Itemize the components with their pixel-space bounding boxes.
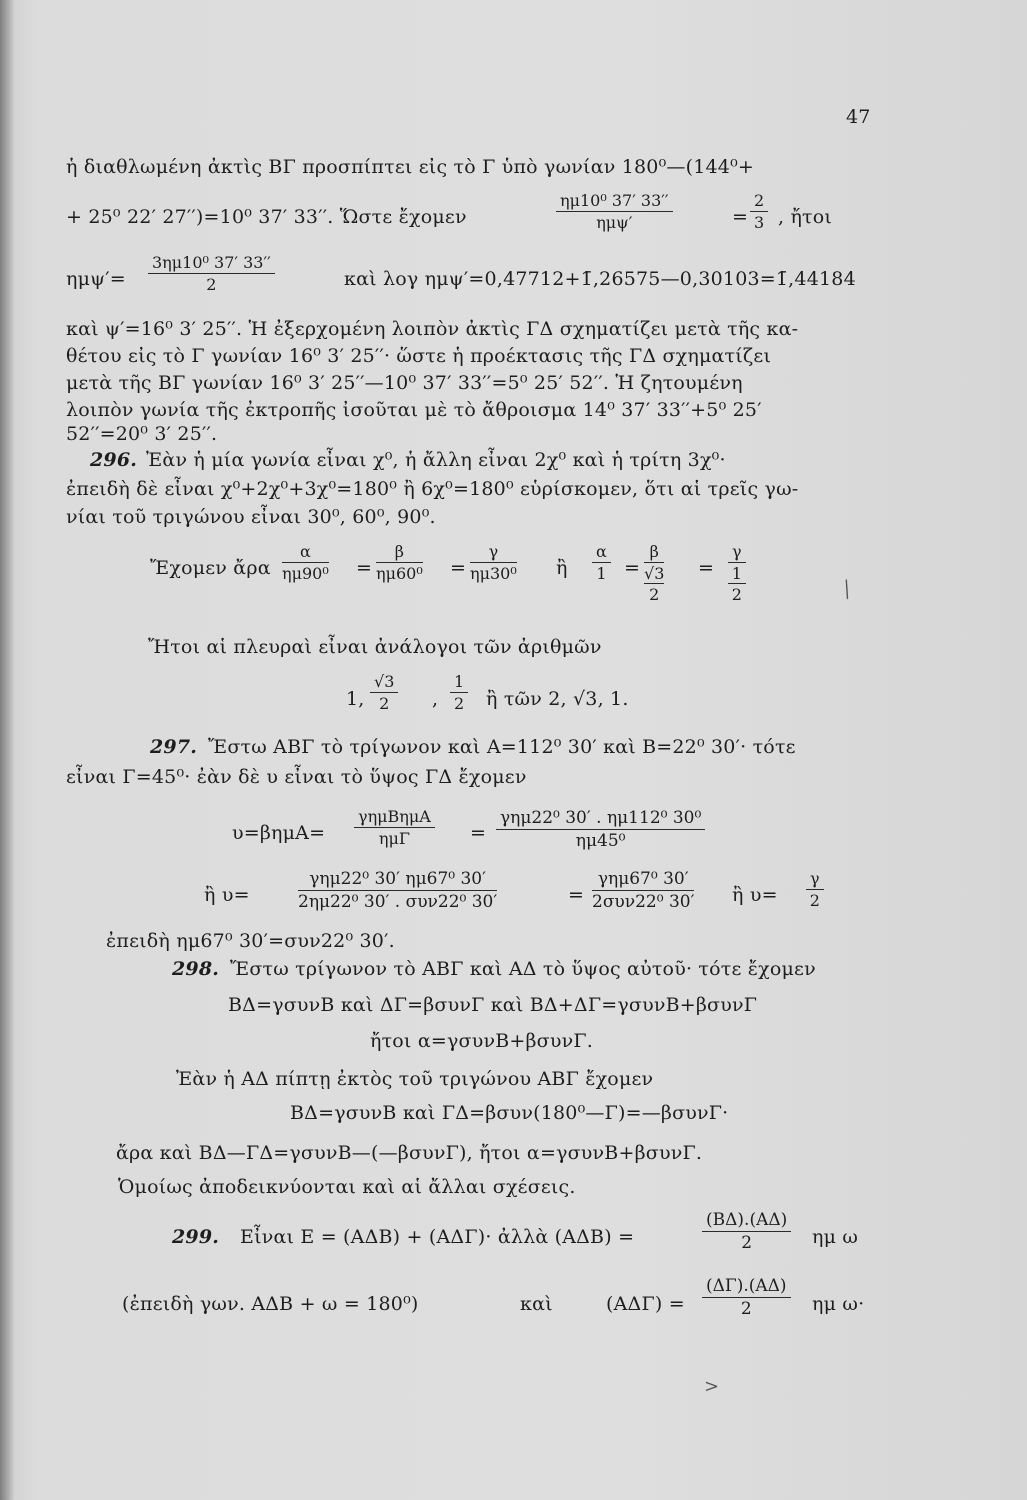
numerator: ημ10⁰ 37′ 33′′ bbox=[556, 191, 673, 212]
numerator: γημΒημΑ bbox=[354, 807, 435, 828]
text-line: 52′′=20⁰ 3′ 25′′. bbox=[66, 423, 218, 445]
equals-sign: = bbox=[698, 557, 715, 579]
fraction bbox=[702, 1210, 791, 1253]
problem-number: 299. bbox=[172, 1226, 220, 1248]
denominator-lower: 2 bbox=[731, 585, 742, 604]
numerator: γ bbox=[470, 542, 517, 563]
text-line: ἐπειδὴ ημ67⁰ 30′=συν22⁰ 30′. bbox=[106, 930, 395, 952]
denominator: 2 bbox=[740, 1299, 752, 1319]
or-word: ἢ bbox=[556, 557, 568, 579]
text-line: ΒΔ=γσυνΒ καὶ ΓΔ=βσυν(180⁰—Γ)=—βσυνΓ· bbox=[290, 1102, 729, 1124]
equals-sign: = bbox=[732, 206, 749, 228]
page-number: 47 bbox=[846, 106, 871, 128]
denominator: ημ30⁰ bbox=[470, 564, 517, 583]
text-line: θέτου εἰς τὸ Γ γωνίαν 16⁰ 3′ 25′′· ὥστε ἡ προέκτασις τῆς ΓΔ σχηματίζει bbox=[66, 345, 772, 367]
text-line: ΒΔ=γσυνΒ καὶ ΔΓ=βσυνΓ καὶ ΒΔ+ΔΓ=γσυνΒ+βσυνΓ bbox=[228, 994, 758, 1016]
fraction bbox=[806, 869, 824, 910]
text-line: Ἔστω ΑΒΓ τὸ τρίγωνον καὶ Α=112⁰ 30′ καὶ Β=22⁰ 30′· τότε bbox=[208, 736, 796, 758]
text-line: (ΑΔΓ) = bbox=[606, 1293, 685, 1315]
text-line: (ἐπειδὴ γων. ΑΔΒ + ω = 180⁰) bbox=[122, 1293, 419, 1315]
text-line: Ἐὰν ἡ ΑΔ πίπτῃ ἐκτὸς τοῦ τριγώνου ΑΒΓ ἔχομεν bbox=[176, 1068, 654, 1090]
equals-sign: = bbox=[470, 822, 487, 844]
numerator: β bbox=[644, 542, 664, 563]
numerator: 3ημ10⁰ 37′ 33′′ bbox=[148, 253, 275, 274]
denominator: 2ημ22⁰ 30′ . συν22⁰ 30′ bbox=[298, 892, 498, 912]
text-line: νίαι τοῦ τριγώνου εἶναι 30⁰, 60⁰, 90⁰. bbox=[66, 506, 436, 528]
fraction bbox=[354, 807, 435, 848]
text-line: ημ ω bbox=[812, 1226, 859, 1248]
text-line: Ἐὰν ἡ μία γωνία εἶναι χ⁰, ἡ ἄλλη εἶναι 2χ⁰ καὶ ἡ τρίτη 3χ⁰· bbox=[146, 449, 726, 471]
denominator: ημΓ bbox=[378, 829, 410, 848]
denominator: √3 bbox=[644, 564, 665, 583]
denominator: 1 bbox=[596, 564, 607, 583]
fraction bbox=[376, 542, 423, 583]
text-line: ημψ′= bbox=[66, 268, 126, 290]
denominator-lower: 2 bbox=[649, 585, 660, 604]
denominator: ημ45⁰ bbox=[575, 831, 626, 851]
numerator: 2 bbox=[750, 191, 768, 212]
numerator: 1 bbox=[450, 672, 468, 693]
denominator: 2 bbox=[206, 275, 217, 294]
fraction bbox=[298, 869, 497, 912]
text-line: ἢ τῶν 2, √3, 1. bbox=[486, 688, 629, 710]
problem-number: 297. bbox=[150, 736, 198, 758]
fraction bbox=[702, 1276, 791, 1319]
equals-sign: = bbox=[356, 557, 373, 579]
equation-lhs: ἢ υ= bbox=[204, 884, 250, 906]
denominator: 2 bbox=[741, 1233, 753, 1253]
fraction bbox=[148, 253, 275, 294]
numerator: (ΔΓ).(ΑΔ) bbox=[702, 1276, 791, 1298]
fraction bbox=[496, 808, 705, 851]
text-line: λοιπὸν γωνία τῆς ἐκτροπῆς ἰσοῦται μὲ τὸ ἄθροισμα 14⁰ 37′ 33′′+5⁰ 25′ bbox=[66, 399, 762, 421]
denominator: ημ60⁰ bbox=[376, 564, 423, 583]
text-line: ἡ διαθλωμένη ἀκτὶς ΒΓ προσπίπτει εἰς τὸ Γ ὑπὸ γωνίαν 180⁰—(144⁰+ bbox=[66, 156, 755, 178]
denominator: ημ90⁰ bbox=[282, 564, 329, 583]
text-line: Ἔστω τρίγωνον τὸ ΑΒΓ καὶ ΑΔ τὸ ὕψος αὐτοῦ· τότε ἔχομεν bbox=[230, 958, 816, 980]
denominator: ημψ′ bbox=[596, 213, 633, 232]
text-line: , ἤτοι bbox=[778, 206, 833, 228]
text-line: Ἔχομεν ἄρα bbox=[150, 557, 271, 579]
text-line: ἄρα καὶ ΒΔ—ΓΔ=γσυνΒ—(—βσυνΓ), ἤτοι α=γσυνΒ+βσυνΓ. bbox=[116, 1142, 703, 1164]
pencil-mark: ⁄ bbox=[839, 579, 857, 602]
text-line: εἶναι Γ=45⁰· ἐὰν δὲ υ εἶναι τὸ ὕψος ΓΔ ἔχομεν bbox=[66, 766, 527, 788]
text-line: Ἤτοι αἱ πλευραὶ εἶναι ἀνάλογοι τῶν ἀριθμῶν bbox=[148, 636, 602, 658]
pencil-mark: > bbox=[704, 1376, 720, 1397]
fraction bbox=[556, 191, 673, 232]
fraction bbox=[592, 542, 611, 583]
fraction bbox=[450, 672, 468, 713]
numerator: γημ22⁰ 30′ . ημ112⁰ 30⁰ bbox=[496, 808, 705, 830]
text-line: μετὰ τῆς ΒΓ γωνίαν 16⁰ 3′ 25′′—10⁰ 37′ 33′′=5⁰ 25′ 52′′. Ἡ ζητουμένη bbox=[66, 372, 743, 394]
numerator: α bbox=[592, 542, 611, 563]
text-line: Ὁμοίως ἀποδεικνύονται καὶ αἱ ἄλλαι σχέσεις. bbox=[118, 1176, 576, 1198]
text-line: καὶ ψ′=16⁰ 3′ 25′′. Ἡ ἐξερχομένη λοιπὸν ἀκτὶς ΓΔ σχηματίζει μετὰ τῆς κα- bbox=[66, 318, 799, 340]
text-line: καὶ bbox=[520, 1293, 553, 1315]
numerator: γημ22⁰ 30′ ημ67⁰ 30′ bbox=[298, 869, 497, 891]
equation-lhs: υ=βημΑ= bbox=[232, 822, 326, 844]
denominator: 2 bbox=[809, 891, 820, 910]
fraction bbox=[592, 869, 694, 912]
text-line: ἤτοι α=γσυνΒ+βσυνΓ. bbox=[370, 1030, 593, 1052]
compound-fraction bbox=[728, 542, 746, 604]
numerator: √3 bbox=[370, 672, 398, 693]
fraction bbox=[282, 542, 329, 583]
problem-number: 298. bbox=[172, 958, 220, 980]
text-line: ημ ω· bbox=[812, 1293, 865, 1315]
denominator: 2συν22⁰ 30′ bbox=[592, 892, 695, 912]
denominator: 2 bbox=[454, 694, 465, 713]
problem-number: 296. bbox=[90, 449, 138, 471]
denominator: 3 bbox=[754, 213, 765, 232]
fraction bbox=[470, 542, 517, 583]
text-line: ἐπειδὴ δὲ εἶναι χ⁰+2χ⁰+3χ⁰=180⁰ ἢ 6χ⁰=180⁰ εὑρίσκομεν, ὅτι αἱ τρεῖς γω- bbox=[66, 478, 799, 500]
denominator: 2 bbox=[379, 694, 390, 713]
text-line: 1, bbox=[346, 688, 365, 710]
numerator: γ bbox=[728, 542, 746, 563]
denominator: 1 bbox=[728, 563, 746, 584]
equation-lhs: ἢ υ= bbox=[732, 884, 778, 906]
text-line: Εἶναι Ε = (ΑΔΒ) + (ΑΔΓ)· ἀλλὰ (ΑΔΒ) = bbox=[240, 1226, 635, 1248]
page-binding-shadow bbox=[0, 0, 14, 1500]
equals-sign: = bbox=[568, 884, 585, 906]
equals-sign: = bbox=[450, 557, 467, 579]
numerator: γ bbox=[806, 869, 824, 890]
numerator: β bbox=[376, 542, 423, 563]
numerator: γημ67⁰ 30′ bbox=[592, 869, 694, 891]
numerator: α bbox=[282, 542, 329, 563]
fraction bbox=[370, 672, 398, 713]
text-line: + 25⁰ 22′ 27′′)=10⁰ 37′ 33′′. Ὥστε ἔχομεν bbox=[66, 206, 467, 228]
text-line: καὶ λογ ημψ′=0,47712+1̄,26575—0,30103=1̄,44184 bbox=[344, 268, 856, 290]
fraction bbox=[750, 191, 768, 232]
comma: , bbox=[432, 688, 439, 710]
numerator: (ΒΔ).(ΑΔ) bbox=[702, 1210, 791, 1232]
compound-fraction bbox=[644, 542, 664, 604]
equals-sign: = bbox=[624, 557, 641, 579]
